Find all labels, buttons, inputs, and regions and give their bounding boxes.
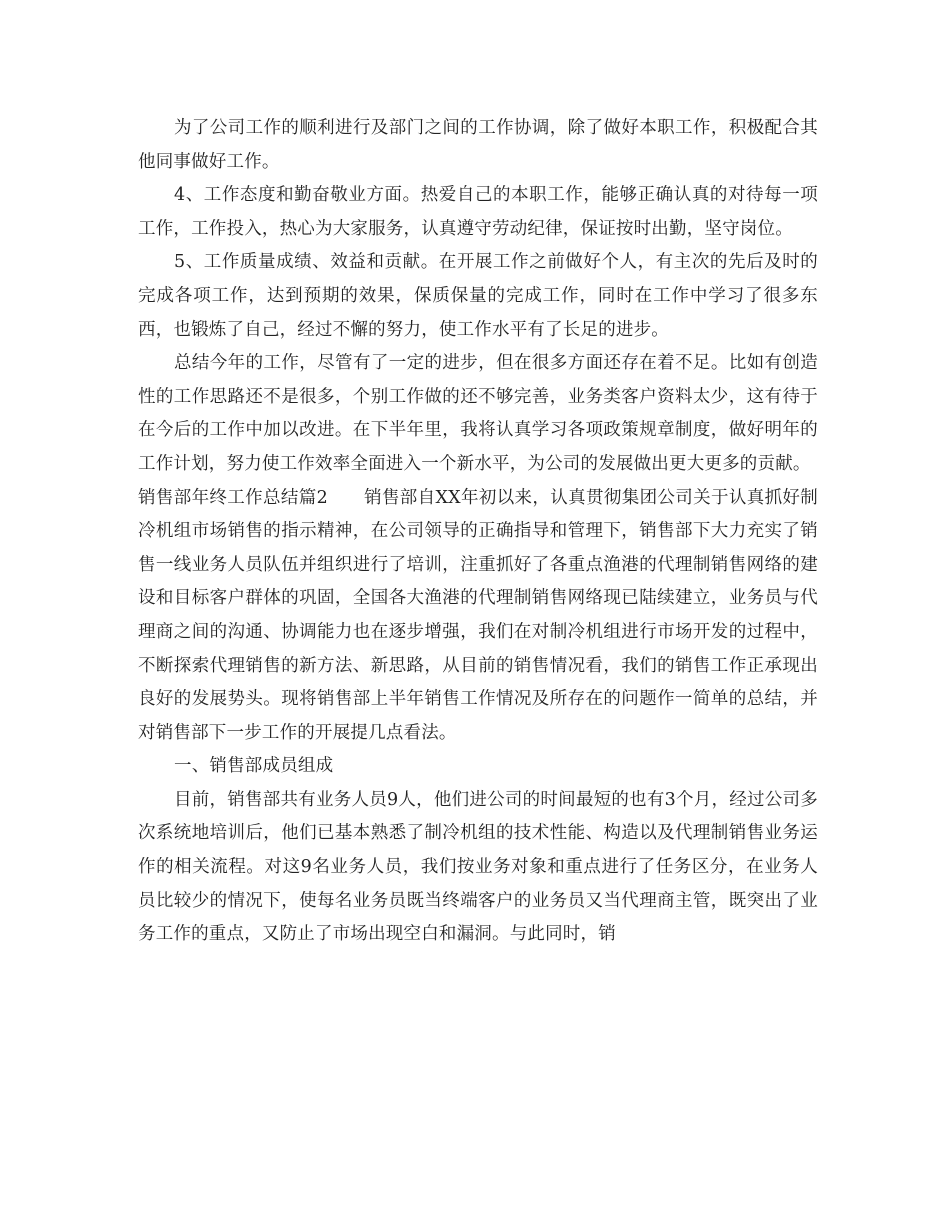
paragraph-quality: 5、工作质量成绩、效益和贡献。在开展工作之前做好个人，有主次的先后及时的完成各项工作，达到预期的效果，保质保量的完成工作，同时在工作中学习了很多东西，也锻炼了自己，经过不懈的努力，使工作水平有了长足的进步。	[138, 252, 818, 340]
paragraph-attitude: 4、工作态度和勤奋敬业方面。热爱自己的本职工作，能够正确认真的对待每一项工作，工作投入，热心为大家服务，认真遵守劳动纪律，保证按时出勤，坚守岗位。	[138, 185, 818, 239]
section-title: 销售部年终工作总结篇2	[138, 487, 328, 508]
paragraph-summary: 总结今年的工作，尽管有了一定的进步，但在很多方面还存在着不足。比如有创造性的工作思路还不是很多，个别工作做的还不够完善，业务类客户资料太少，这有待于在今后的工作中加以改进。在下半年里，我将认真学习各项政策规章制度，做好明年的工作计划，努力使工作效率全面进入一个新水平，为公司的发展做出更大更多的贡献。	[138, 353, 818, 474]
section-intro-text: 销售部自XX年初以来，认真贯彻集团公司关于认真抓好制冷机组市场销售的指示精神，在公司领导的正确指导和管理下，销售部下大力充实了销售一线业务人员队伍并组织进行了培训，注重抓好了各重点渔港的代理制销售网络的建设和目标客户群体的巩固，全国各大渔港的代理制销售网络现已陆续建立，业务员与代理商之间的沟通、协调能力也在逐步增强，我们在对制冷机组进行市场开发的过程中，不断探索代理销售的新方法、新思路，从目前的销售情况看，我们的销售工作正承现出良好的发展势头。现将销售部上半年销售工作情况及所存在的问题作一简单的总结，并对销售部下一步工作的开展提几点看法。	[138, 487, 818, 743]
paragraph-cooperation: 为了公司工作的顺利进行及部门之间的工作协调，除了做好本职工作，积极配合其他同事做好工作。	[138, 118, 818, 172]
paragraph-members: 目前，销售部共有业务人员9人，他们进公司的时间最短的也有3个月，经过公司多次系统地培训后，他们已基本熟悉了制冷机组的技术性能、构造以及代理制销售业务运作的相关流程。对这9名业务人员，我们按业务对象和重点进行了任务区分，在业务人员比较少的情况下，使每名业务员既当终端客户的业务员又当代理商主管，既突出了业务工作的重点，又防止了市场出现空白和漏洞。与此同时，销	[138, 789, 818, 945]
subheading-members: 一、销售部成员组成	[174, 756, 334, 777]
section-intro-paragraph	[138, 482, 818, 751]
document-body	[138, 112, 818, 952]
